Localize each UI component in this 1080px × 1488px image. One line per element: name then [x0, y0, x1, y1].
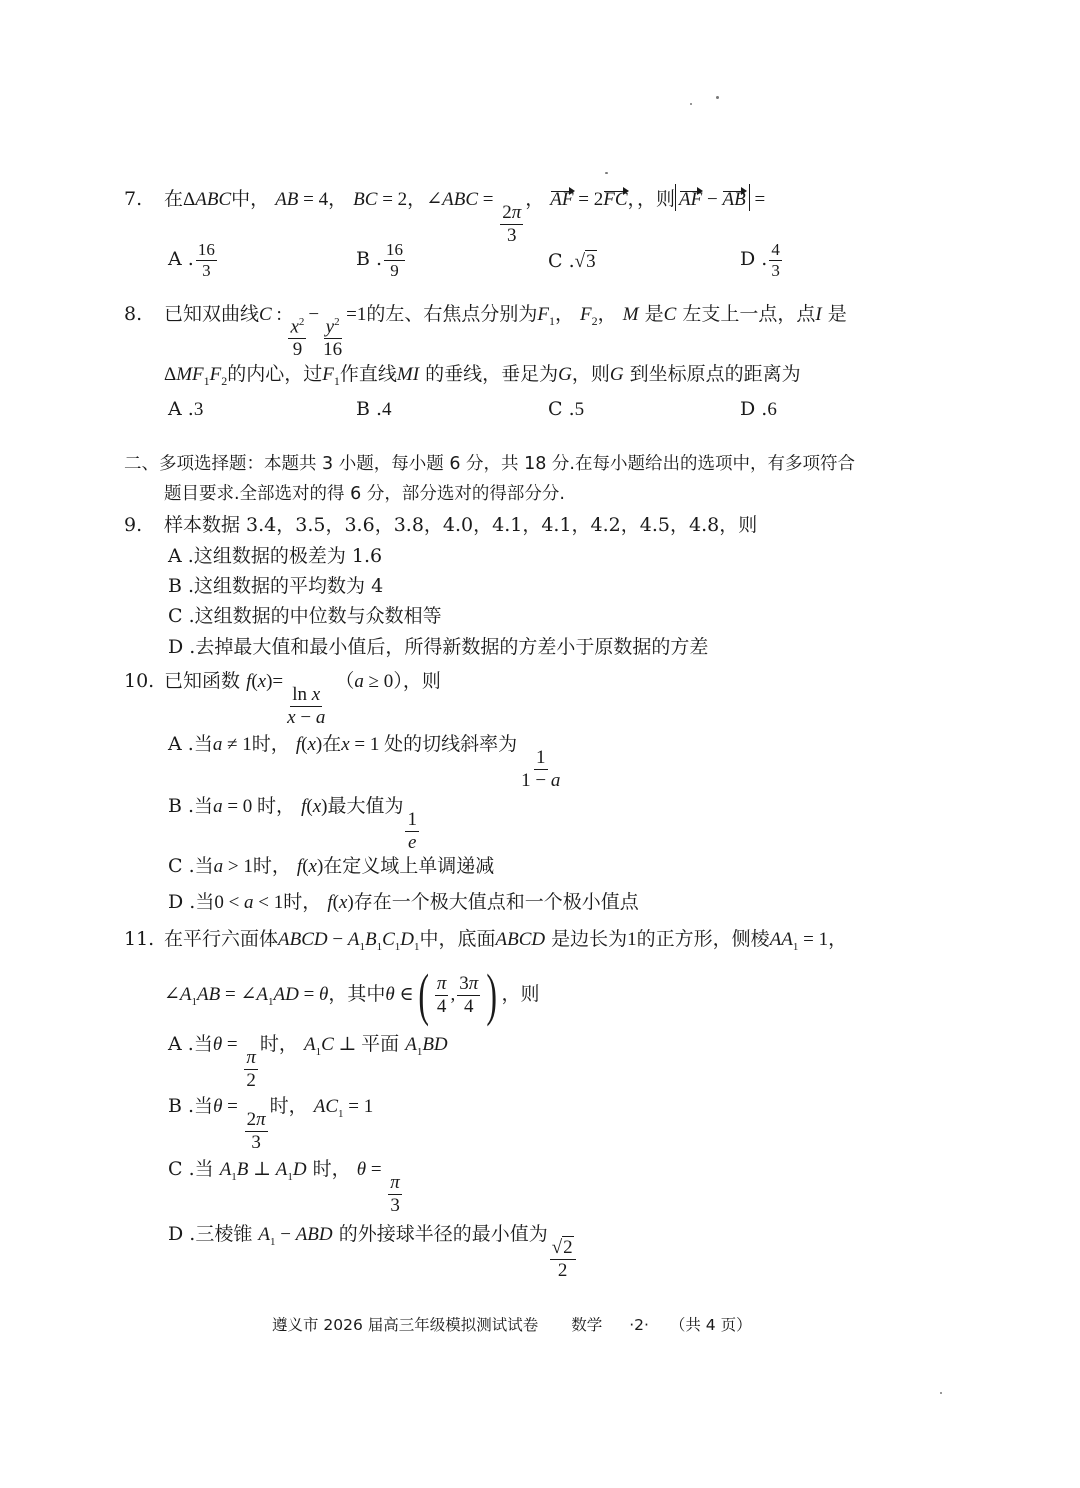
question-8: 8. 已知双曲线C : $\frac{x^2}{9}$ − $\frac{y^2}{16}$ =1的左、右焦点分别为$F_1$， $F_2$， M 是C 左支上一点，点I 是	[124, 303, 847, 360]
page-footer	[272, 1318, 752, 1334]
option-d[interactable]: D . $\frac{4}{3}$	[740, 240, 780, 280]
option-d[interactable]: D .当0 < a < 1时， f(x)存在一个极大值点和一个极小值点	[168, 891, 639, 913]
scan-speck	[940, 1392, 942, 1394]
question-11: 11. 在平行六面体ABCD − $A_1B_1C_1D_1$中，底面ABCD 是边长为1的正方形，侧棱$AA_1 = 1$，	[124, 928, 848, 953]
question-number: 11.	[124, 928, 155, 950]
option-a[interactable]: A .这组数据的极差为 1.6	[168, 545, 383, 567]
option-c[interactable]: C .当 $A_1B$ ⊥ $A_1D$ 时， θ = $\frac{\pi}{3}$	[168, 1158, 400, 1216]
question-number: 9.	[124, 514, 143, 536]
option-b[interactable]: B .当a = 0 时， f(x)最大值为 $\frac{1}{e}$	[168, 795, 417, 853]
question-8-line2: $\Delta MF_1F_2$的内心，过$F_1$作直线MI 的垂线，垂足为G，则G 到坐标原点的距离为	[164, 363, 801, 388]
scan-speck	[690, 103, 692, 105]
question-7: 7. 在ΔABC中， AB = 4， BC = 2，∠ABC = $\frac{2\pi}{3}$ ， AF = 2FC，，则 AF − AB =	[124, 184, 765, 247]
option-a[interactable]: A . $\frac{16}{3}$	[168, 240, 215, 280]
scan-speck	[605, 172, 608, 174]
exam-title: 遵义市 2026 届高三年级模拟测试试卷	[272, 1316, 539, 1334]
option-c[interactable]: C .这组数据的中位数与众数相等	[168, 605, 442, 627]
option-b[interactable]: B .这组数据的平均数为 4	[168, 575, 384, 597]
option-a[interactable]: A .3	[168, 398, 204, 420]
section-2-title: 二、多项选择题：本题共 3 小题，每小题 6 分，共 18 分.在每小题给出的选项中，有多项符合	[124, 454, 855, 474]
option-d[interactable]: D .三棱锥 $A_1$ − ABD 的外接球半径的最小值为 $\frac{√2}{2}$	[168, 1225, 578, 1282]
question-10: 10. 已知函数 f(x)= $\frac{\text{ln x}}{x - a}$ （a ≥ 0），则	[124, 670, 441, 728]
question-number: 8.	[124, 303, 143, 325]
option-c[interactable]: C .当a > 1时， f(x)在定义域上单调递减	[168, 855, 495, 877]
option-a[interactable]: A .当a ≠ 1时， f(x)在x = 1 处的切线斜率为 $\frac{1}{1 - a}$	[168, 733, 561, 791]
question-11-line2: $\angle A_1AB$ = $\angle A_1AD = \theta$，其中θ ∈( $\frac{\pi}{4}$ , $\frac{3\pi}{4}$ ) ，则	[164, 962, 540, 1027]
option-a[interactable]: A .当θ = $\frac{\pi}{2}$ 时， $A_1C$ ⊥ 平面 $A_1BD$	[168, 1033, 448, 1091]
option-c[interactable]: C .√3	[548, 250, 596, 272]
page-total: （共 4 页）	[669, 1316, 752, 1334]
option-c[interactable]: C .5	[548, 398, 585, 420]
subject-label: 数学	[571, 1316, 603, 1334]
page-number: ·2·	[629, 1316, 649, 1334]
option-b[interactable]: B . $\frac{16}{9}$	[356, 240, 404, 280]
question-number: 10.	[124, 670, 155, 692]
option-d[interactable]: D .6	[740, 398, 777, 420]
option-b[interactable]: B .当θ = $\frac{2\pi}{3}$ 时， $AC_1 = 1$	[168, 1095, 374, 1153]
option-b[interactable]: B .4	[356, 398, 392, 420]
question-number: 7.	[124, 188, 143, 210]
section-2-title-line2: 题目要求.全部选对的得 6 分，部分选对的得部分分.	[164, 484, 565, 504]
question-9: 9. 样本数据 3.4，3.5，3.6，3.8，4.0，4.1，4.1，4.2，4.5，4.8，则	[124, 514, 758, 536]
option-d[interactable]: D .去掉最大值和最小值后，所得新数据的方差小于原数据的方差	[168, 636, 709, 658]
scan-speck	[716, 96, 719, 99]
